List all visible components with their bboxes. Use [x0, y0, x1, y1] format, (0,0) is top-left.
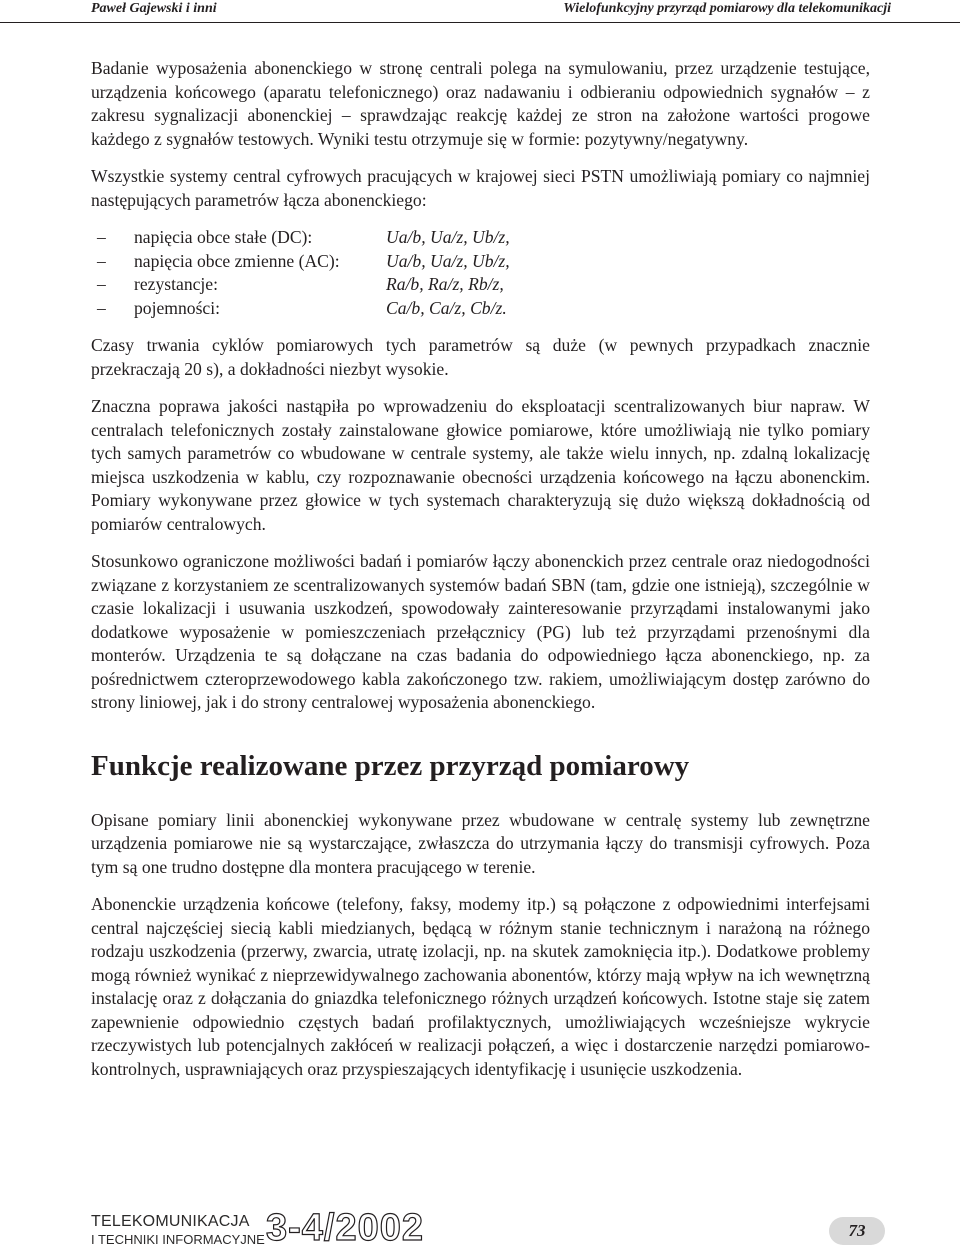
paragraph: Stosunkowo ograniczone możliwości badań i pomiarów łączy abonenckich przez centrale oraz niedogodności związane z korzystaniem ze scentralizowanych systemów badań SBN (tam, gdzie one istnieją), szczególnie w czasie lokalizacji i usuwania uszkodzeń, spowodowały zainteresowanie przyrządami instalowanymi jako dodatkowe wyposażenie w pomieszczeniach przełącznicy (PG) lub też przyrządami przenośnymi dla monterów. Urządzenia te są dołączane na czas badania do odpowiedniego łącza abonenckiego, np. za pośrednictwem czteroprzewodowego kabla zakończonego tzw. rakiem, umożliwiającym dostęp zarówno do strony liniowej, jak i do strony centralowej wyposażenia abonenckiego. [91, 551, 870, 712]
journal-name-line1: TELEKOMUNIKACJA [91, 1213, 250, 1230]
list-dash: – [97, 297, 106, 318]
list-item [91, 226, 870, 250]
running-head-title: Wielofunkcyjny przyrząd pomiarowy dla telekomunikacji [563, 1, 891, 16]
parameter-value: Ca/b, Ca/z, Cb/z. [386, 297, 507, 318]
page-number: 73 [829, 1217, 885, 1245]
running-head [0, 0, 960, 23]
parameter-value: Ua/b, Ua/z, Ub/z, [386, 227, 510, 247]
article-body [91, 57, 870, 1095]
parameter-label: napięcia obce zmienne (AC): [134, 250, 340, 271]
paragraph: Wszystkie systemy central cyfrowych pracujących w krajowej sieci PSTN umożliwiają pomiary co najmniej następujących parametrów łącza abonenckiego: [91, 166, 870, 210]
parameter-label: napięcia obce stałe (DC): [134, 227, 313, 247]
paragraph: Czasy trwania cyklów pomiarowych tych parametrów są duże (w pewnych przypadkach znacznie przekraczają 20 s), a dokładności niezbyt wysokie. [91, 335, 870, 379]
journal-name-line2: I TECHNIKI INFORMACYJNE [91, 1232, 265, 1247]
list-dash: – [97, 274, 106, 294]
paragraph: Opisane pomiary linii abonenckiej wykonywane przez wbudowane w centralę systemy lub zewnętrzne urządzenia pomiarowe nie są wystarczające, zwłaszcza do utrzymania łączy do transmisji cyfrowych. Poza tym są one trudno dostępne dla montera pracującego w terenie. [91, 809, 870, 877]
list-item [91, 273, 870, 297]
list-dash: – [97, 250, 106, 271]
running-head-authors: Paweł Gajewski i inni [91, 1, 217, 16]
list-item [91, 250, 870, 274]
parameter-label: pojemności: [134, 297, 221, 318]
paragraph: Abonenckie urządzenia końcowe (telefony, faksy, modemy itp.) są połączone z odpowiednimi interfejsami central najczęściej siecią kabli miedzianych, będącą w różnym stanie technicznym i narażoną na różnego rodzaju uszkodzenia (przerwy, zwarcia, utratę izolacji, np. na skutek zamoknięcia itp.). Dodatkowe problemy mogą również wynikać z nieprzewidywalnego zachowania abonentów, którzy mają wpływ na ich wewnętrzną instalację oraz z dołączania do gniazdka telefonicznego różnych urządzeń końcowych. Istotne staje się zatem zapewnienie odpowiednio częstych badań profilaktycznych, umożliwiających wcześniejsze wykrycie rzeczywistych lub potencjalnych zakłóceń w realizacji połączeń, a więc i dostarczenie narzędzi pomiarowo-kontrolnych, usprawniających oraz przyspieszających identyfikację i usunięcie uszkodzenia. [91, 894, 870, 1079]
list-dash: – [97, 227, 106, 247]
paragraph: Znaczna poprawa jakości nastąpiła po wprowadzeniu do eksploatacji scentralizowanych biur napraw. W centralach telefonicznych zostały zainstalowane głowice pomiarowe, które umożliwiają nie tylko pomiary tych samych parametrów co wbudowane w centrale systemy, ale także wielu innych, np. zdalną lokalizację miejsca uszkodzenia w kablu, czy rozpoznawanie obecności urządzenia końcowego na łączu abonenckim. Pomiary wykonywane przez głowice w tych systemach charakteryzują się dużo większą dokładnością od pomiarów centralowych. [91, 396, 870, 534]
section-heading: Funkcje realizowane przez przyrząd pomiarowy [91, 749, 690, 782]
parameter-value: Ra/b, Ra/z, Rb/z, [386, 274, 504, 294]
issue-number: 3-4/2002 [266, 1207, 425, 1249]
parameter-list [91, 226, 870, 320]
parameter-label: rezystancje: [134, 274, 219, 294]
list-item [91, 297, 870, 321]
paragraph: Badanie wyposażenia abonenckiego w stronę centrali polega na symulowaniu, przez urządzenie testujące, urządzenia końcowego (aparatu telefonicznego) oraz nadawaniu i odbieraniu odpowiednich sygnałów – z zakresu sygnalizacji abonenckiej – sprawdzając reakcję każdej ze stron na założone wartości progowe każdego z sygnałów testowych. Wyniki testu otrzymuje się w formie: pozytywny/negatywny. [91, 58, 870, 149]
parameter-value: Ua/b, Ua/z, Ub/z, [386, 250, 510, 271]
